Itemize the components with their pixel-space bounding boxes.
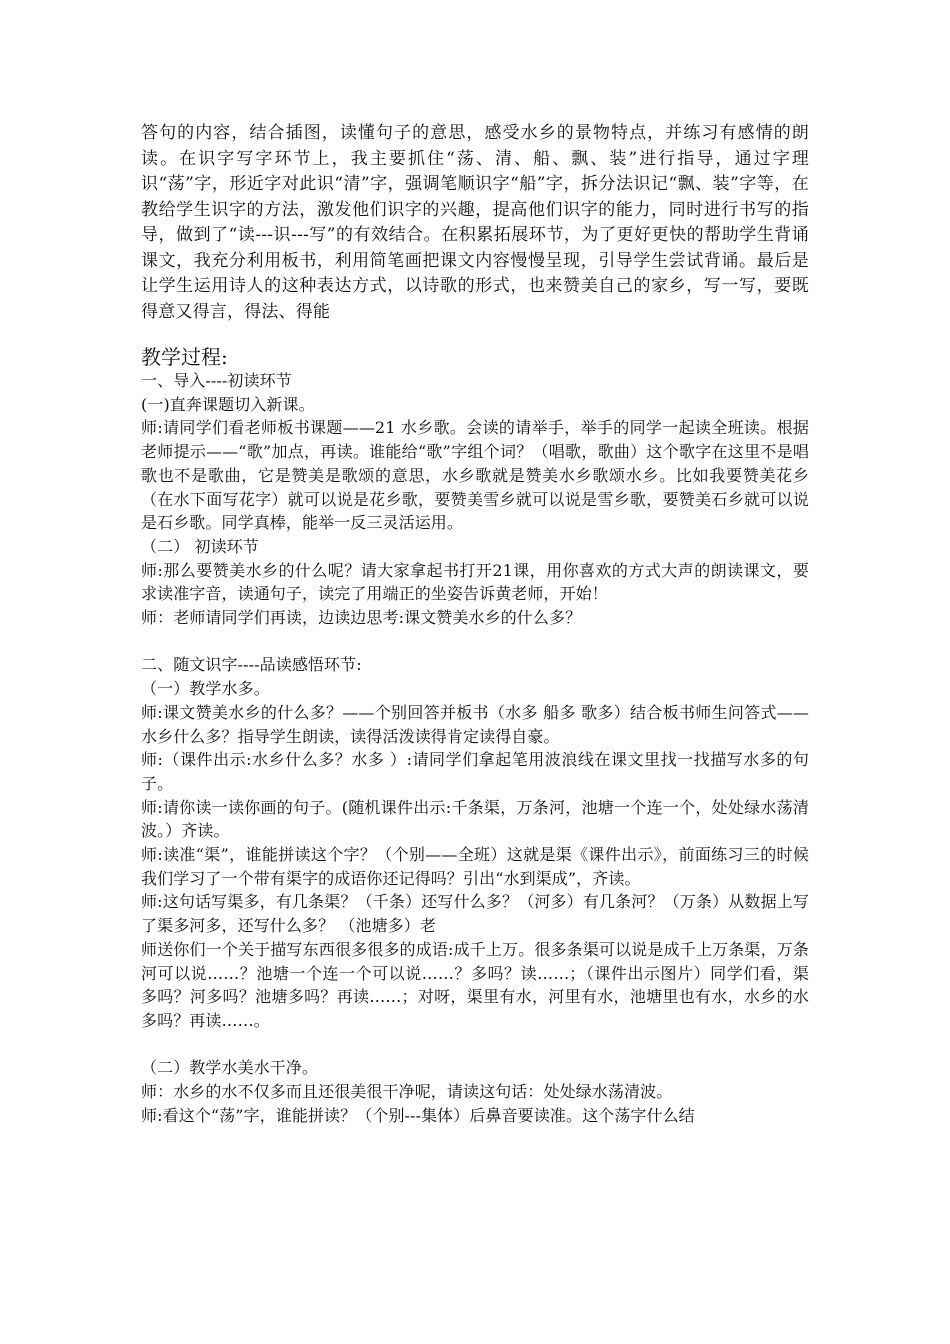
section2-sub1: （一）教学水多。 [141,679,270,699]
section2-paragraph-7: 师：水乡的水不仅多而且还很美很干净呢，请读这句话：处处绿水荡清波。 [141,1082,673,1102]
process-title: 教学过程: [141,345,228,369]
intro-paragraph: 答句的内容，结合插图，读懂句子的意思，感受水乡的景物特点，并练习有感情的朗读。在识字写字环节上，我主要抓住“荡、清、船、飘、装”进行指导，通过字理识“荡”字，形近字对此识“清”字，强调笔顺识字“船”字，拆分法识记“飘、装”字等，在教给学生识字的方法，激发他们识字的兴趣，提高他们识字的能力，同时进行书写的指导，做到了“读---识---写”的有效结合。在积累拓展环节，为了更好更快的帮助学生背诵课文，我充分利用板书，利用简笔画把课文内容慢慢呈现，引导学生尝试背诵。最后是让学生运用诗人的这种表达方式，以诗歌的形式，也来赞美自己的家乡，写一写，要既得意又得言，得法、得能 [141,123,809,322]
section2-paragraph-3: 师:请你读一读你画的句子。(随机课件出示:千条渠，万条河，池塘一个连一个，处处绿水荡清波。）齐读。 [141,797,809,841]
spacer [141,630,809,654]
section1-sub1: (一)直奔课题切入新课。 [141,394,315,414]
section2-heading: 二、随文识字----品读感悟环节: [141,655,362,675]
section2-paragraph-5: 师:这句话写渠多，有几条渠？（千条）还写什么多？（河多）有几条河？（万条）从数据上写了渠多河多，还写什么多？ （池塘多）老 [141,892,809,936]
section2-paragraph-8: 师:看这个“荡”字，谁能拼读？（个别---集体）后鼻音要读准。这个荡字什么结 [141,1105,695,1125]
document-page [141,121,809,1127]
section1-paragraph-1: 师:请同学们看老师板书课题——21 水乡歌。会读的请举手，举手的同学一起读全班读。根据老师提示——“歌”加点，再读。谁能给“歌”字组个词？（唱歌，歌曲）这个歌字在这里不是唱歌也不是歌曲，它是赞美是歌颂的意思，水乡歌就是赞美水乡歌颂水乡。比如我要赞美花乡（在水下面写花字）就可以说是花乡歌，要赞美雪乡就可以说是雪乡歌，要赞美石乡就可以说是石乡歌。同学真棒，能举一反三灵活运用。 [141,418,809,533]
section1-paragraph-3: 师：老师请同学们再读，边读边思考:课文赞美水乡的什么多？ [141,608,582,628]
section2-sub2: （二）教学水美水干净。 [141,1058,319,1078]
section2-paragraph-1: 师:课文赞美水乡的什么多？——个别回答并板书（水多 船多 歌多）结合板书师生问答式——水乡什么多？指导学生朗读，读得活泼读得肯定读得自豪。 [141,702,809,746]
section2-paragraph-4: 师:读准“渠”，谁能拼读这个字？（个别——全班）这就是渠《课件出示》，前面练习三的时候我们学习了一个带有渠字的成语你还记得吗？引出“水到渠成”，齐读。 [141,845,809,888]
section1-paragraph-2: 师:那么要赞美水乡的什么呢？请大家拿起书打开21课，用你喜欢的方式大声的朗读课文，要求读准字音，读通句子，读完了用端正的坐姿告诉黄老师，开始！ [141,560,809,604]
section2-paragraph-2: 师:（课件出示:水乡什么多？水多 ）:请同学们拿起笔用波浪线在课文里找一找描写水多的句子。 [141,750,809,793]
section2-paragraph-6: 师送你们一个关于描写东西很多很多的成语:成千上万。很多条渠可以说是成千上万条渠，万条河可以说……？池塘一个连一个可以说……？多吗？读……；（课件出示图片）同学们看，渠多吗？河多吗？池塘多吗？再读……；对呀，渠里有水，河里有水，池塘里也有水，水乡的水多吗？再读……。 [141,939,809,1030]
section1-sub2: （二） 初读环节 [141,536,259,556]
section1-heading: 一、导入----初读环节 [141,371,292,390]
spacer [141,1033,809,1057]
